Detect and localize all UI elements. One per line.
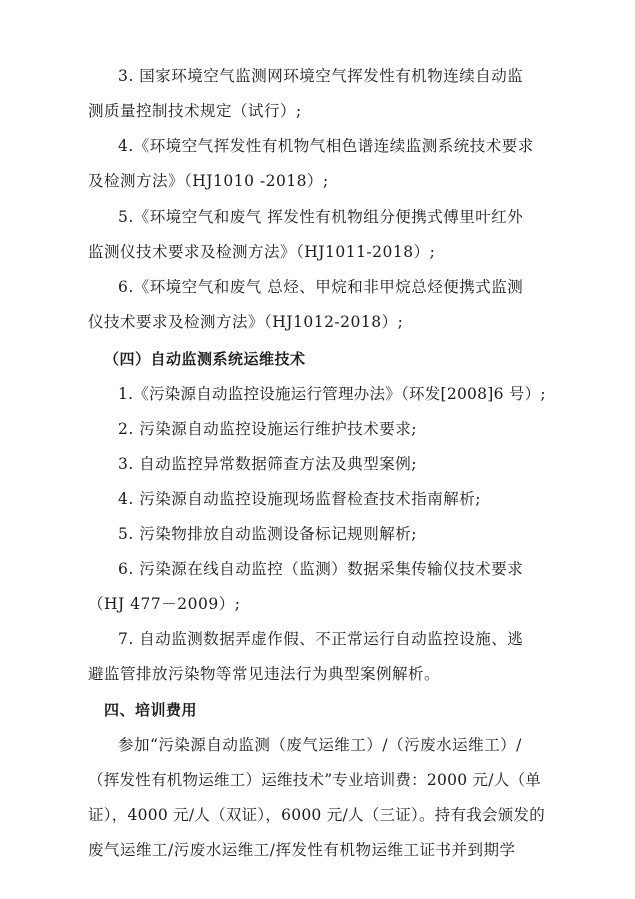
- text-line: 废气运维工/污废水运维工/挥发性有机物运维工证书并到期学: [88, 841, 516, 859]
- text-line: 参加“污染源自动监测（废气运维工）/（污废水运维工）/: [118, 736, 522, 754]
- text-line: 及检测方法》（HJ1010 -2018）;: [88, 172, 329, 190]
- text-line: 证），4000 元/人（双证），6000 元/人（三证）。持有我会颁发的: [88, 806, 545, 824]
- text-line: 避监管排放污染物等常见违法行为典型案例解析。: [88, 665, 441, 683]
- text-line: 3. 自动监控异常数据筛查方法及典型案例;: [118, 455, 417, 473]
- text-line: 5. 污染物排放自动监测设备标记规则解析;: [118, 525, 417, 543]
- text-line: 6.《环境空气和废气 总烃、甲烷和非甲烷总烃便携式监测: [118, 278, 524, 296]
- section-heading: （四）自动监测系统运维技术: [104, 350, 306, 368]
- text-line: 7. 自动监测数据弄虚作假、不正常运行自动监控设施、逃: [118, 630, 524, 648]
- text-line: 测质量控制技术规定（试行）;: [88, 102, 302, 120]
- text-line: 1.《污染源自动监控设施运行管理办法》（环发[2008]6 号）;: [118, 385, 546, 403]
- text-line: 3. 国家环境空气监测网环境空气挥发性有机物连续自动监: [118, 67, 524, 85]
- text-line: 4. 污染源自动监控设施现场监督检查技术指南解析;: [118, 490, 481, 508]
- text-line: 4.《环境空气挥发性有机物气相色谱连续监测系统技术要求: [118, 137, 534, 155]
- text-line: （HJ 477－2009）;: [88, 595, 241, 613]
- text-line: 6. 污染源在线自动监控（监测）数据采集传输仪技术要求: [118, 560, 524, 578]
- section-heading: 四、培训费用: [104, 701, 198, 719]
- text-line: 5.《环境空气和废气 挥发性有机物组分便携式傅里叶红外: [118, 208, 524, 226]
- text-line: 2. 污染源自动监控设施运行维护技术要求;: [118, 420, 417, 438]
- text-line: 仪技术要求及检测方法》（HJ1012-2018）;: [88, 313, 404, 331]
- text-line: 监测仪技术要求及检测方法》（HJ1011-2018）;: [88, 243, 436, 261]
- text-line: （挥发性有机物运维工）运维技术”专业培训费：2000 元/人（单: [88, 771, 542, 789]
